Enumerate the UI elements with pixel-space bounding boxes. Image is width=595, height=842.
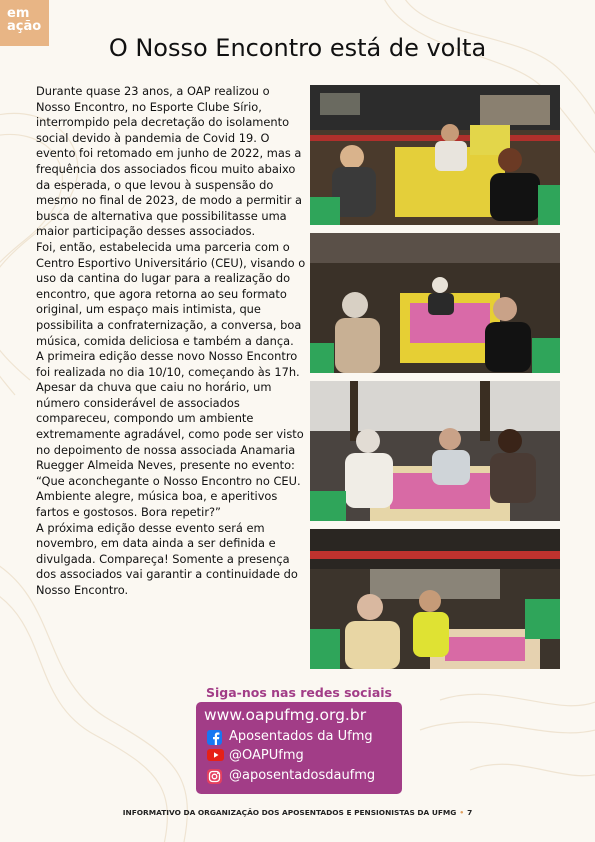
article-paragraph-1: Durante quase 23 anos, a OAP realizou o Nosso Encontro, no Esporte Clube Sírio, interrompido pela decretação do isolamento social devido à pandemia de Covid 19. O evento foi retomado em junho de 2022, mas a frequência dos associados ficou muito abaixo da esperada, o que levou à suspensão do mesmo no final de 2023, de modo a permitir a busca de alternativa que possibilitasse uma maior participação desses associados. xyxy=(36,84,303,239)
facebook-icon xyxy=(207,730,224,744)
event-photo-4 xyxy=(310,529,560,669)
event-photo-3 xyxy=(310,381,560,521)
article-paragraph-4: A próxima edição desse evento será em novembro, em data ainda a ser definida e divulgada. Compareça! Somente a presença dos associados vai garantir a continuidade do Nosso Encontro. xyxy=(36,520,298,597)
youtube-icon xyxy=(207,749,224,763)
article-paragraph-3: A primeira edição desse novo Nosso Encontro foi realizada no dia 10/10, começando às 17h. Apesar da chuva que caiu no horário, um número considerável de associados compareceu, compondo um ambiente extremamente agradável, como pode ser visto no depoimento de nossa associada Anamaria Ruegger Almeida Neves, presente no evento: “Que aconchegante o Nosso Encontro no CEU. Ambiente alegre, música boa, e aperitivos fartos e gostosos. Bora repetir?” xyxy=(36,349,304,520)
footer-separator: • xyxy=(459,808,465,817)
instagram-icon xyxy=(207,769,224,783)
instagram-label: @aposentadosdaufmg xyxy=(229,768,376,783)
article-paragraph-2: Foi, então, estabelecida uma parceria com o Centro Esportivo Universitário (CEU), visando o uso da cantina do lugar para a realização do encontro, que agora retorna ao seu formato original, um espaço mais intimista, que possibilita a confraternização, a conversa, boa música, comida deliciosa e também a dança. xyxy=(36,239,306,348)
page-footer xyxy=(0,808,595,817)
event-photo-1 xyxy=(310,85,560,225)
footer-text: INFORMATIVO DA ORGANIZAÇÃO DOS APOSENTADOS E PENSIONISTAS DA UFMG xyxy=(122,808,457,817)
youtube-label: @OAPUfmg xyxy=(229,748,304,763)
event-photo-2 xyxy=(310,233,560,373)
article-body xyxy=(36,84,306,599)
instagram-link[interactable] xyxy=(207,768,375,783)
facebook-label: Aposentados da Ufmg xyxy=(229,729,373,744)
page-number: 7 xyxy=(467,808,473,817)
social-box xyxy=(196,702,402,794)
page-title: O Nosso Encontro está de volta xyxy=(108,34,487,62)
section-tag-line2: ação xyxy=(7,19,42,34)
youtube-link[interactable] xyxy=(207,748,304,763)
section-tag-line1: em xyxy=(7,6,30,21)
social-heading: Siga-nos nas redes sociais xyxy=(205,685,392,700)
facebook-link[interactable] xyxy=(207,729,373,744)
website-link[interactable]: www.oapufmg.org.br xyxy=(204,706,367,724)
